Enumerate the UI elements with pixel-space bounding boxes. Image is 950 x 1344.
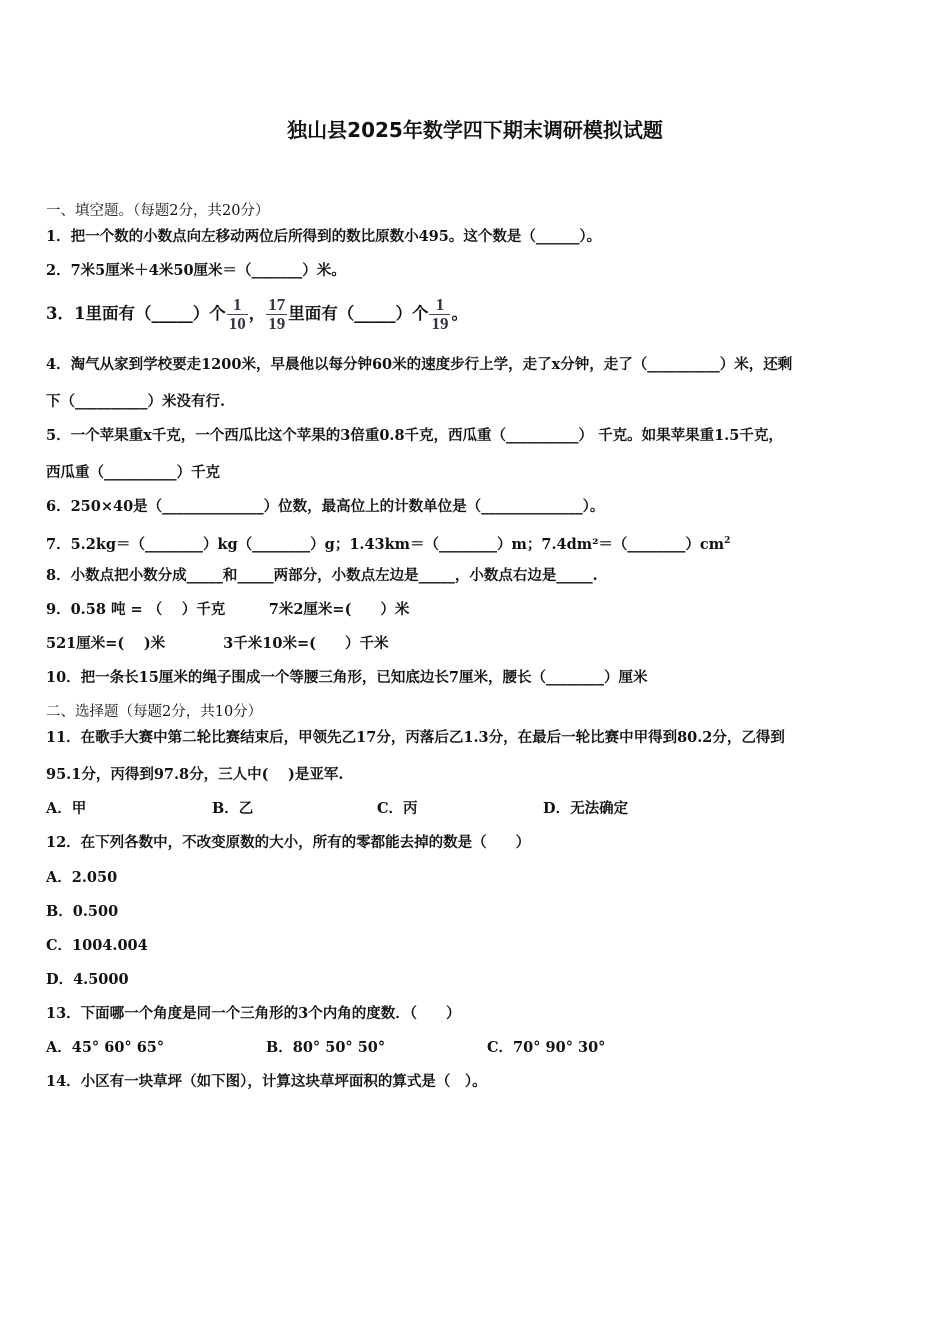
question-5-line-1: 5．一个苹果重x千克，一个西瓜比这个苹果的3倍重0.8千克，西瓜重（__________） 千克。如果苹果重1.5千克， xyxy=(46,427,783,444)
q3-text-3: 里面有（_____）个 xyxy=(288,304,429,323)
question-12-option-d: D．4.5000 xyxy=(46,971,129,988)
question-4-line-2: 下（__________）米没有行. xyxy=(46,393,226,410)
question-9-line-2: 521厘米=( )米 3千米10米=( ）千米 xyxy=(46,635,389,652)
fraction-numerator: 1 xyxy=(232,294,242,314)
fraction-1-10 xyxy=(227,294,248,333)
section-heading-choice: 二、选择题（每题2分，共10分） xyxy=(46,704,263,720)
question-12-option-c: C．1004.004 xyxy=(46,937,148,954)
q3-text-1: 3．1里面有（_____）个 xyxy=(46,304,226,323)
fraction-1-19 xyxy=(429,294,450,333)
fraction-denominator: 10 xyxy=(228,313,246,333)
question-1: 1．把一个数的小数点向左移动两位后所得到的数比原数小495。这个数是（______）。 xyxy=(46,228,602,245)
question-8: 8．小数点把小数分成_____和_____两部分，小数点左边是_____，小数点右边是_____. xyxy=(46,567,598,584)
question-7 xyxy=(46,531,730,555)
question-10: 10．把一条长15厘米的绳子围成一个等腰三角形，已知底边长7厘米，腰长（________）厘米 xyxy=(46,669,648,686)
section-heading-fill-in: 一、填空题。（每题2分，共20分） xyxy=(46,203,270,219)
option-c: C．70° 90° 30° xyxy=(487,1039,606,1056)
question-12-option-a: A．2.050 xyxy=(46,869,118,886)
question-11-options xyxy=(46,799,628,819)
question-5-line-2: 西瓜重（__________）千克 xyxy=(46,464,220,481)
fraction-numerator: 1 xyxy=(435,294,445,314)
question-2: 2．7米5厘米＋4米50厘米＝（_______）米。 xyxy=(46,262,346,279)
page-title: 独山县2025年数学四下期末调研模拟试题 xyxy=(287,118,663,142)
fraction-denominator: 19 xyxy=(431,313,449,333)
option-a: A．甲 xyxy=(46,800,87,817)
question-4-line-1: 4．淘气从家到学校要走1200米，早晨他以每分钟60米的速度步行上学，走了x分钟，走了（__________）米，还剩 xyxy=(46,356,793,373)
fraction-17-19 xyxy=(266,294,287,333)
option-d: D．无法确定 xyxy=(543,800,629,817)
option-a: A．45° 60° 65° xyxy=(46,1039,165,1056)
option-b: B．80° 50° 50° xyxy=(266,1039,386,1056)
q7-text: 7．5.2kg＝（________）kg（________）g；1.43km＝（________）m；7.4dm²＝（________）cm xyxy=(46,535,725,553)
question-9-line-1: 9．0.58 吨 = （ ）千克 7米2厘米=( ）米 xyxy=(46,601,410,618)
q3-text-2: ， xyxy=(248,304,266,323)
question-6: 6．250×40是（______________）位数，最高位上的计数单位是（______________）。 xyxy=(46,498,605,515)
q3-text-4: 。 xyxy=(451,304,468,323)
question-11-line-1: 11．在歌手大赛中第二轮比赛结束后，甲领先乙17分，丙落后乙1.3分，在最后一轮比赛中甲得到80.2分，乙得到 xyxy=(46,729,785,746)
question-13: 13．下面哪一个角度是同一个三角形的3个内角的度数．（ ） xyxy=(46,1005,461,1022)
question-13-options xyxy=(46,1038,605,1058)
fraction-denominator: 19 xyxy=(268,313,286,333)
question-12: 12．在下列各数中，不改变原数的大小，所有的零都能去掉的数是（ ） xyxy=(46,834,531,851)
option-b: B．乙 xyxy=(212,800,254,817)
q7-superscript: 2 xyxy=(724,536,731,546)
question-14: 14．小区有一块草坪（如下图），计算这块草坪面积的算式是（ ）。 xyxy=(46,1073,487,1090)
fraction-numerator: 17 xyxy=(268,294,286,314)
question-12-option-b: B．0.500 xyxy=(46,903,119,920)
question-3 xyxy=(46,293,468,335)
option-c: C．丙 xyxy=(377,800,418,817)
question-11-line-2: 95.1分，丙得到97.8分，三人中( )是亚军. xyxy=(46,766,344,783)
